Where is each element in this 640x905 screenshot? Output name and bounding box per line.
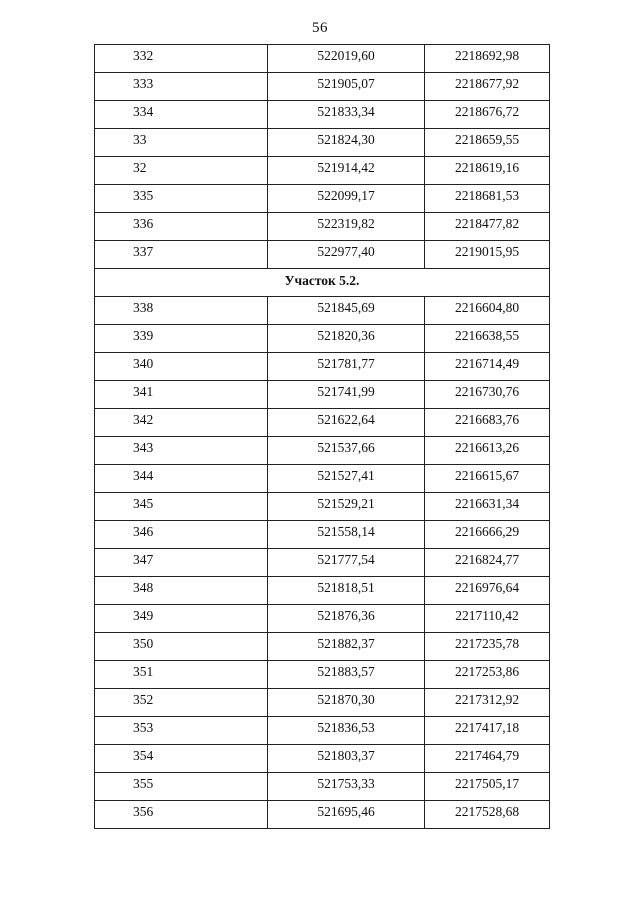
table-row bbox=[95, 773, 550, 801]
y-coordinate-cell: 2216613,26 bbox=[425, 437, 550, 465]
y-coordinate-cell: 2218477,82 bbox=[425, 213, 550, 241]
y-coordinate-cell: 2216976,64 bbox=[425, 577, 550, 605]
table-row bbox=[95, 633, 550, 661]
table-row bbox=[95, 717, 550, 745]
point-number-cell: 341 bbox=[95, 381, 268, 409]
table-row bbox=[95, 353, 550, 381]
x-coordinate-cell: 521914,42 bbox=[268, 157, 425, 185]
table-row bbox=[95, 577, 550, 605]
table-row bbox=[95, 465, 550, 493]
table-row bbox=[95, 129, 550, 157]
point-number-cell: 354 bbox=[95, 745, 268, 773]
coordinates-table-body bbox=[95, 45, 550, 829]
point-number-cell: 336 bbox=[95, 213, 268, 241]
x-coordinate-cell: 521876,36 bbox=[268, 605, 425, 633]
y-coordinate-cell: 2218659,55 bbox=[425, 129, 550, 157]
y-coordinate-cell: 2217464,79 bbox=[425, 745, 550, 773]
point-number-cell: 343 bbox=[95, 437, 268, 465]
x-coordinate-cell: 521622,64 bbox=[268, 409, 425, 437]
x-coordinate-cell: 521781,77 bbox=[268, 353, 425, 381]
table-row bbox=[95, 157, 550, 185]
y-coordinate-cell: 2218677,92 bbox=[425, 73, 550, 101]
x-coordinate-cell: 522319,82 bbox=[268, 213, 425, 241]
point-number-cell: 33 bbox=[95, 129, 268, 157]
table-row bbox=[95, 297, 550, 325]
point-number-cell: 337 bbox=[95, 241, 268, 269]
point-number-cell: 345 bbox=[95, 493, 268, 521]
y-coordinate-cell: 2216824,77 bbox=[425, 549, 550, 577]
point-number-cell: 344 bbox=[95, 465, 268, 493]
x-coordinate-cell: 521695,46 bbox=[268, 801, 425, 829]
point-number-cell: 355 bbox=[95, 773, 268, 801]
table-row bbox=[95, 185, 550, 213]
table-row bbox=[95, 549, 550, 577]
x-coordinate-cell: 521845,69 bbox=[268, 297, 425, 325]
x-coordinate-cell: 521537,66 bbox=[268, 437, 425, 465]
point-number-cell: 338 bbox=[95, 297, 268, 325]
x-coordinate-cell: 521741,99 bbox=[268, 381, 425, 409]
x-coordinate-cell: 521818,51 bbox=[268, 577, 425, 605]
table-row bbox=[95, 493, 550, 521]
y-coordinate-cell: 2217528,68 bbox=[425, 801, 550, 829]
point-number-cell: 350 bbox=[95, 633, 268, 661]
y-coordinate-cell: 2216604,80 bbox=[425, 297, 550, 325]
table-row bbox=[95, 213, 550, 241]
point-number-cell: 333 bbox=[95, 73, 268, 101]
x-coordinate-cell: 522977,40 bbox=[268, 241, 425, 269]
y-coordinate-cell: 2216666,29 bbox=[425, 521, 550, 549]
point-number-cell: 335 bbox=[95, 185, 268, 213]
x-coordinate-cell: 522099,17 bbox=[268, 185, 425, 213]
section-title: Участок 5.2. bbox=[95, 269, 550, 297]
x-coordinate-cell: 521870,30 bbox=[268, 689, 425, 717]
y-coordinate-cell: 2217253,86 bbox=[425, 661, 550, 689]
x-coordinate-cell: 521833,34 bbox=[268, 101, 425, 129]
table-row bbox=[95, 325, 550, 353]
y-coordinate-cell: 2218676,72 bbox=[425, 101, 550, 129]
table-row bbox=[95, 437, 550, 465]
y-coordinate-cell: 2216714,49 bbox=[425, 353, 550, 381]
table-row bbox=[95, 801, 550, 829]
x-coordinate-cell: 521905,07 bbox=[268, 73, 425, 101]
table-row bbox=[95, 521, 550, 549]
x-coordinate-cell: 521529,21 bbox=[268, 493, 425, 521]
y-coordinate-cell: 2217235,78 bbox=[425, 633, 550, 661]
y-coordinate-cell: 2216683,76 bbox=[425, 409, 550, 437]
point-number-cell: 356 bbox=[95, 801, 268, 829]
y-coordinate-cell: 2219015,95 bbox=[425, 241, 550, 269]
x-coordinate-cell: 521777,54 bbox=[268, 549, 425, 577]
table-row bbox=[95, 45, 550, 73]
y-coordinate-cell: 2217110,42 bbox=[425, 605, 550, 633]
x-coordinate-cell: 521883,57 bbox=[268, 661, 425, 689]
x-coordinate-cell: 521803,37 bbox=[268, 745, 425, 773]
y-coordinate-cell: 2216631,34 bbox=[425, 493, 550, 521]
y-coordinate-cell: 2218692,98 bbox=[425, 45, 550, 73]
point-number-cell: 351 bbox=[95, 661, 268, 689]
point-number-cell: 342 bbox=[95, 409, 268, 437]
table-row bbox=[95, 745, 550, 773]
point-number-cell: 353 bbox=[95, 717, 268, 745]
y-coordinate-cell: 2218681,53 bbox=[425, 185, 550, 213]
y-coordinate-cell: 2216730,76 bbox=[425, 381, 550, 409]
y-coordinate-cell: 2216615,67 bbox=[425, 465, 550, 493]
point-number-cell: 346 bbox=[95, 521, 268, 549]
x-coordinate-cell: 521820,36 bbox=[268, 325, 425, 353]
page-number: 56 bbox=[312, 20, 328, 36]
point-number-cell: 334 bbox=[95, 101, 268, 129]
y-coordinate-cell: 2218619,16 bbox=[425, 157, 550, 185]
x-coordinate-cell: 521882,37 bbox=[268, 633, 425, 661]
point-number-cell: 349 bbox=[95, 605, 268, 633]
x-coordinate-cell: 522019,60 bbox=[268, 45, 425, 73]
point-number-cell: 347 bbox=[95, 549, 268, 577]
table-row bbox=[95, 689, 550, 717]
x-coordinate-cell: 521824,30 bbox=[268, 129, 425, 157]
y-coordinate-cell: 2216638,55 bbox=[425, 325, 550, 353]
y-coordinate-cell: 2217312,92 bbox=[425, 689, 550, 717]
y-coordinate-cell: 2217505,17 bbox=[425, 773, 550, 801]
x-coordinate-cell: 521753,33 bbox=[268, 773, 425, 801]
point-number-cell: 348 bbox=[95, 577, 268, 605]
x-coordinate-cell: 521836,53 bbox=[268, 717, 425, 745]
point-number-cell: 332 bbox=[95, 45, 268, 73]
coordinates-table bbox=[94, 44, 550, 829]
table-row bbox=[95, 381, 550, 409]
table-row bbox=[95, 241, 550, 269]
section-row bbox=[95, 269, 550, 297]
x-coordinate-cell: 521527,41 bbox=[268, 465, 425, 493]
point-number-cell: 340 bbox=[95, 353, 268, 381]
table-row bbox=[95, 101, 550, 129]
x-coordinate-cell: 521558,14 bbox=[268, 521, 425, 549]
table-row bbox=[95, 605, 550, 633]
point-number-cell: 352 bbox=[95, 689, 268, 717]
table-row bbox=[95, 661, 550, 689]
table-row bbox=[95, 409, 550, 437]
table-row bbox=[95, 73, 550, 101]
point-number-cell: 339 bbox=[95, 325, 268, 353]
point-number-cell: 32 bbox=[95, 157, 268, 185]
y-coordinate-cell: 2217417,18 bbox=[425, 717, 550, 745]
